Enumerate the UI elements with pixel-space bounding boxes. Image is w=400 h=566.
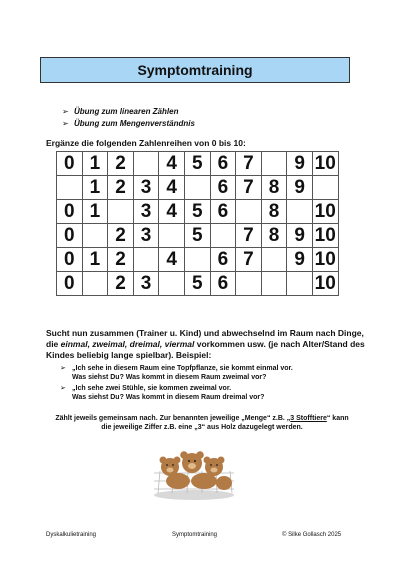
arrow-icon: ➢ xyxy=(60,365,66,372)
grid-cell xyxy=(261,272,287,296)
grid-cell xyxy=(261,152,287,176)
grid-cell xyxy=(184,176,210,200)
note-text: “ kann die jeweilige Ziffer z.B. eine „3“ aus Holz dazugelegt werden. xyxy=(101,415,349,431)
grid-cell xyxy=(210,224,236,248)
grid-cell: 10 xyxy=(312,248,338,272)
grid-cell: 7 xyxy=(236,224,262,248)
grid-cell: 3 xyxy=(133,272,159,296)
description-text: vorkommen usw. (je nach Alter/Stand des Kindes beliebig lange spielbar). Beispiel: xyxy=(46,339,365,360)
grid-row xyxy=(57,152,339,176)
grid-cell: 9 xyxy=(287,248,313,272)
note-underlined: 3 Stofftiere xyxy=(290,415,327,422)
counting-note xyxy=(52,414,352,432)
grid-cell xyxy=(287,272,313,296)
grid-cell: 10 xyxy=(312,200,338,224)
grid-cell xyxy=(261,248,287,272)
grid-cell: 10 xyxy=(312,152,338,176)
description-emphasis: einmal, zweimal, dreimal, viermal xyxy=(60,339,195,349)
grid-row xyxy=(57,224,339,248)
grid-cell: 6 xyxy=(210,152,236,176)
grid-cell: 1 xyxy=(82,176,108,200)
exercise-instruction: Ergänze die folgenden Zahlenreihen von 0 bis 10: xyxy=(46,138,246,148)
grid-cell: 9 xyxy=(287,224,313,248)
grid-cell: 4 xyxy=(159,248,185,272)
grid-cell: 2 xyxy=(108,176,134,200)
grid-cell: 10 xyxy=(312,272,338,296)
teddy-bears-photo xyxy=(148,443,240,501)
grid-cell xyxy=(184,248,210,272)
grid-cell xyxy=(287,200,313,224)
grid-cell: 2 xyxy=(108,224,134,248)
example-line: Was siehst Du? Was kommt in diesem Raum dreimal vor? xyxy=(72,394,265,401)
grid-cell: 0 xyxy=(57,152,83,176)
arrow-icon: ➢ xyxy=(62,119,69,128)
footer-center: Symptomtraining xyxy=(172,532,218,538)
grid-cell xyxy=(133,152,159,176)
grid-cell: 6 xyxy=(210,176,236,200)
grid-cell: 5 xyxy=(184,152,210,176)
grid-cell: 4 xyxy=(159,176,185,200)
grid-cell xyxy=(159,224,185,248)
grid-cell: 4 xyxy=(159,152,185,176)
grid-cell xyxy=(312,176,338,200)
grid-cell: 6 xyxy=(210,272,236,296)
grid-cell: 0 xyxy=(57,248,83,272)
grid-cell xyxy=(57,176,83,200)
grid-cell: 8 xyxy=(261,224,287,248)
grid-cell xyxy=(82,272,108,296)
grid-cell: 8 xyxy=(261,200,287,224)
footer-right: © Silke Gollasch 2025 xyxy=(282,532,342,538)
grid-cell: 7 xyxy=(236,176,262,200)
grid-row xyxy=(57,272,339,296)
grid-cell: 9 xyxy=(287,176,313,200)
grid-row xyxy=(57,248,339,272)
grid-cell: 6 xyxy=(210,200,236,224)
grid-cell: 5 xyxy=(184,200,210,224)
grid-cell: 8 xyxy=(261,176,287,200)
arrow-icon: ➢ xyxy=(60,385,66,392)
number-grid xyxy=(56,151,339,296)
footer-left: Dyskalkulietraining xyxy=(46,532,97,538)
grid-cell xyxy=(108,200,134,224)
example-line: „Ich sehe in diesem Raum eine Topfpflanze, sie kommt einmal vor. xyxy=(72,365,293,372)
grid-cell: 0 xyxy=(57,224,83,248)
grid-cell: 0 xyxy=(57,272,83,296)
goal-item xyxy=(62,118,195,130)
goal-text: Übung zum linearen Zählen xyxy=(74,107,179,116)
game-description xyxy=(46,328,366,361)
grid-cell xyxy=(159,272,185,296)
example-line: Was siehst Du? Was kommt in diesem Raum zweimal vor? xyxy=(72,374,267,381)
example-item xyxy=(60,364,293,382)
grid-cell: 3 xyxy=(133,200,159,224)
grid-cell: 3 xyxy=(133,176,159,200)
grid-cell: 5 xyxy=(184,272,210,296)
grid-cell xyxy=(236,200,262,224)
example-item xyxy=(60,384,293,402)
arrow-icon: ➢ xyxy=(62,107,69,116)
grid-cell: 4 xyxy=(159,200,185,224)
description-text: Sucht nun zusammen (Trainer u. Kind) und abwechselnd im Raum nach Dinge, die xyxy=(46,328,364,349)
grid-cell: 1 xyxy=(82,152,108,176)
grid-cell: 6 xyxy=(210,248,236,272)
grid-row xyxy=(57,176,339,200)
grid-cell: 9 xyxy=(287,152,313,176)
goal-text: Übung zum Mengenverständnis xyxy=(74,119,195,128)
grid-cell: 2 xyxy=(108,152,134,176)
grid-cell xyxy=(236,272,262,296)
grid-cell xyxy=(82,224,108,248)
goal-item xyxy=(62,106,195,118)
grid-row xyxy=(57,200,339,224)
grid-cell: 1 xyxy=(82,200,108,224)
example-list xyxy=(60,364,293,404)
grid-cell xyxy=(133,248,159,272)
page-title: Symptomtraining xyxy=(40,57,350,83)
grid-cell: 7 xyxy=(236,248,262,272)
grid-cell: 10 xyxy=(312,224,338,248)
grid-cell: 5 xyxy=(184,224,210,248)
note-text: Zählt jeweils gemeinsam nach. Zur benannten jeweilige „Menge“ z.B. „ xyxy=(55,415,291,422)
example-line: „Ich sehe zwei Stühle, sie kommen zweimal vor. xyxy=(72,385,232,392)
grid-cell: 7 xyxy=(236,152,262,176)
grid-cell: 2 xyxy=(108,272,134,296)
goal-list xyxy=(62,106,195,130)
grid-cell: 1 xyxy=(82,248,108,272)
grid-cell: 0 xyxy=(57,200,83,224)
grid-cell: 2 xyxy=(108,248,134,272)
grid-cell: 3 xyxy=(133,224,159,248)
